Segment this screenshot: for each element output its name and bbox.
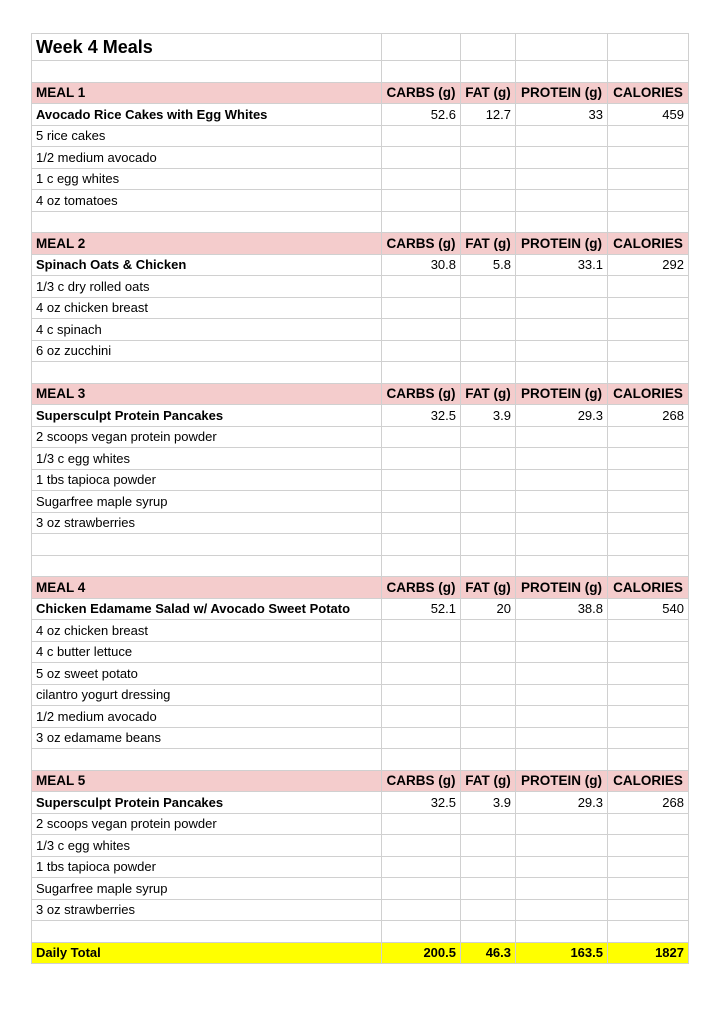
- meal-row: [32, 104, 689, 126]
- empty-cell[interactable]: [382, 921, 461, 943]
- empty-cell[interactable]: [461, 706, 516, 728]
- meal-carbs-value[interactable]: 32.5: [382, 792, 461, 814]
- column-header-calories[interactable]: CALORIES: [608, 82, 689, 104]
- meal-carbs-value[interactable]: 52.6: [382, 104, 461, 126]
- ingredient[interactable]: 4 oz tomatoes: [32, 190, 382, 212]
- empty-cell[interactable]: [382, 61, 461, 83]
- empty-cell[interactable]: [516, 469, 608, 491]
- meal-plan-sheet: [31, 33, 689, 964]
- empty-cell[interactable]: [382, 663, 461, 685]
- empty-cell[interactable]: [608, 706, 689, 728]
- empty-cell[interactable]: [516, 663, 608, 685]
- empty-cell[interactable]: [461, 534, 516, 556]
- empty-cell[interactable]: [461, 684, 516, 706]
- empty-cell[interactable]: [461, 147, 516, 169]
- daily-total-protein[interactable]: 163.5: [516, 942, 608, 964]
- daily-total-carbs[interactable]: 200.5: [382, 942, 461, 964]
- sheet-body: [32, 34, 689, 964]
- empty-cell[interactable]: [382, 706, 461, 728]
- column-header-calories[interactable]: CALORIES: [608, 770, 689, 792]
- ingredient-row: [32, 878, 689, 900]
- meal-carbs-value[interactable]: 32.5: [382, 405, 461, 427]
- empty-cell[interactable]: [516, 555, 608, 577]
- column-header-carbs[interactable]: CARBS (g): [382, 82, 461, 104]
- ingredient[interactable]: 1 c egg whites: [32, 168, 382, 190]
- meal-label[interactable]: MEAL 5: [32, 770, 382, 792]
- empty-cell[interactable]: [516, 856, 608, 878]
- empty-cell[interactable]: [608, 512, 689, 534]
- empty-cell[interactable]: [516, 448, 608, 470]
- column-header-fat[interactable]: FAT (g): [461, 82, 516, 104]
- meal-label[interactable]: MEAL 4: [32, 577, 382, 599]
- empty-row: [32, 555, 689, 577]
- empty-cell[interactable]: [32, 749, 382, 771]
- empty-cell[interactable]: [461, 61, 516, 83]
- empty-cell[interactable]: [608, 168, 689, 190]
- empty-cell[interactable]: [461, 276, 516, 298]
- empty-cell[interactable]: [382, 448, 461, 470]
- empty-row: [32, 749, 689, 771]
- meal-name[interactable]: Supersculpt Protein Pancakes: [32, 792, 382, 814]
- empty-cell[interactable]: [382, 684, 461, 706]
- empty-cell[interactable]: [516, 727, 608, 749]
- empty-cell[interactable]: [461, 297, 516, 319]
- empty-cell[interactable]: [516, 125, 608, 147]
- meal-fat-value[interactable]: 12.7: [461, 104, 516, 126]
- meal-calories-value[interactable]: 540: [608, 598, 689, 620]
- empty-cell[interactable]: [461, 835, 516, 857]
- empty-cell[interactable]: [608, 727, 689, 749]
- empty-cell[interactable]: [516, 168, 608, 190]
- daily-total-calories[interactable]: 1827: [608, 942, 689, 964]
- daily-total-label[interactable]: Daily Total: [32, 942, 382, 964]
- meal-row: [32, 792, 689, 814]
- meal-header-row: [32, 577, 689, 599]
- meal-fat-value[interactable]: 20: [461, 598, 516, 620]
- empty-cell[interactable]: [461, 168, 516, 190]
- ingredient-row: [32, 319, 689, 341]
- meal-name[interactable]: Spinach Oats & Chicken: [32, 254, 382, 276]
- ingredient[interactable]: 1/2 medium avocado: [32, 147, 382, 169]
- ingredient-row: [32, 448, 689, 470]
- empty-cell[interactable]: [608, 878, 689, 900]
- empty-cell[interactable]: [461, 663, 516, 685]
- empty-cell[interactable]: [382, 534, 461, 556]
- empty-cell[interactable]: [461, 469, 516, 491]
- empty-cell[interactable]: [608, 426, 689, 448]
- meal-protein-value[interactable]: 33.1: [516, 254, 608, 276]
- empty-row: [32, 921, 689, 943]
- empty-cell[interactable]: [461, 620, 516, 642]
- ingredient-row: [32, 426, 689, 448]
- ingredient[interactable]: 1/3 c dry rolled oats: [32, 276, 382, 298]
- empty-cell[interactable]: [461, 340, 516, 362]
- empty-row: [32, 211, 689, 233]
- empty-cell[interactable]: [461, 921, 516, 943]
- empty-cell[interactable]: [382, 34, 461, 61]
- empty-cell[interactable]: [608, 491, 689, 513]
- empty-cell[interactable]: [516, 813, 608, 835]
- empty-cell[interactable]: [461, 878, 516, 900]
- empty-cell[interactable]: [382, 491, 461, 513]
- empty-cell[interactable]: [382, 813, 461, 835]
- empty-cell[interactable]: [461, 426, 516, 448]
- meal-carbs-value[interactable]: 30.8: [382, 254, 461, 276]
- empty-cell[interactable]: [382, 469, 461, 491]
- empty-cell[interactable]: [608, 147, 689, 169]
- ingredient[interactable]: 3 oz edamame beans: [32, 727, 382, 749]
- meal-protein-value[interactable]: 33: [516, 104, 608, 126]
- meal-fat-value[interactable]: 3.9: [461, 405, 516, 427]
- ingredient[interactable]: 1 tbs tapioca powder: [32, 856, 382, 878]
- column-header-carbs[interactable]: CARBS (g): [382, 770, 461, 792]
- empty-cell[interactable]: [608, 663, 689, 685]
- empty-cell[interactable]: [608, 684, 689, 706]
- meal-header-row: [32, 383, 689, 405]
- empty-cell[interactable]: [382, 190, 461, 212]
- meal-row: [32, 598, 689, 620]
- empty-cell[interactable]: [608, 362, 689, 384]
- empty-cell[interactable]: [608, 211, 689, 233]
- empty-cell[interactable]: [382, 899, 461, 921]
- empty-cell[interactable]: [608, 813, 689, 835]
- ingredient-row: [32, 340, 689, 362]
- empty-cell[interactable]: [516, 899, 608, 921]
- ingredient[interactable]: 2 scoops vegan protein powder: [32, 426, 382, 448]
- empty-cell[interactable]: [461, 813, 516, 835]
- column-header-calories[interactable]: CALORIES: [608, 577, 689, 599]
- empty-cell[interactable]: [608, 61, 689, 83]
- column-header-protein[interactable]: PROTEIN (g): [516, 383, 608, 405]
- column-header-fat[interactable]: FAT (g): [461, 383, 516, 405]
- empty-cell[interactable]: [461, 125, 516, 147]
- ingredient-row: [32, 641, 689, 663]
- ingredient-row: [32, 620, 689, 642]
- empty-cell[interactable]: [516, 297, 608, 319]
- empty-cell[interactable]: [382, 147, 461, 169]
- empty-cell[interactable]: [461, 319, 516, 341]
- meal-label[interactable]: MEAL 2: [32, 233, 382, 255]
- empty-cell[interactable]: [608, 448, 689, 470]
- empty-cell[interactable]: [461, 749, 516, 771]
- meal-header-row: [32, 82, 689, 104]
- ingredient-row: [32, 835, 689, 857]
- ingredient[interactable]: 5 rice cakes: [32, 125, 382, 147]
- empty-cell[interactable]: [608, 620, 689, 642]
- column-header-protein[interactable]: PROTEIN (g): [516, 233, 608, 255]
- empty-cell[interactable]: [516, 276, 608, 298]
- empty-cell[interactable]: [608, 749, 689, 771]
- ingredient-row: [32, 813, 689, 835]
- empty-cell[interactable]: [608, 835, 689, 857]
- empty-cell[interactable]: [516, 491, 608, 513]
- empty-cell[interactable]: [608, 319, 689, 341]
- ingredient-row: [32, 856, 689, 878]
- ingredient-row: [32, 125, 689, 147]
- empty-cell[interactable]: [382, 168, 461, 190]
- empty-cell[interactable]: [461, 641, 516, 663]
- ingredient-row: [32, 276, 689, 298]
- empty-cell[interactable]: [516, 211, 608, 233]
- column-header-carbs[interactable]: CARBS (g): [382, 383, 461, 405]
- empty-cell[interactable]: [382, 362, 461, 384]
- empty-cell[interactable]: [382, 727, 461, 749]
- column-header-fat[interactable]: FAT (g): [461, 233, 516, 255]
- sheet-title[interactable]: Week 4 Meals: [32, 34, 382, 61]
- empty-cell[interactable]: [32, 534, 382, 556]
- empty-cell[interactable]: [461, 512, 516, 534]
- ingredient[interactable]: 4 oz chicken breast: [32, 620, 382, 642]
- ingredient-row: [32, 663, 689, 685]
- empty-cell[interactable]: [461, 34, 516, 61]
- ingredient[interactable]: 6 oz zucchini: [32, 340, 382, 362]
- empty-cell[interactable]: [516, 426, 608, 448]
- ingredient[interactable]: 1 tbs tapioca powder: [32, 469, 382, 491]
- empty-cell[interactable]: [516, 34, 608, 61]
- empty-cell[interactable]: [461, 362, 516, 384]
- empty-cell[interactable]: [382, 426, 461, 448]
- meal-protein-value[interactable]: 29.3: [516, 405, 608, 427]
- ingredient-row: [32, 491, 689, 513]
- empty-cell[interactable]: [608, 555, 689, 577]
- meal-label[interactable]: MEAL 1: [32, 82, 382, 104]
- meal-header-row: [32, 770, 689, 792]
- empty-cell[interactable]: [382, 125, 461, 147]
- meal-label[interactable]: MEAL 3: [32, 383, 382, 405]
- ingredient-row: [32, 727, 689, 749]
- empty-cell[interactable]: [382, 878, 461, 900]
- empty-cell[interactable]: [516, 835, 608, 857]
- empty-cell[interactable]: [608, 469, 689, 491]
- empty-cell[interactable]: [608, 125, 689, 147]
- empty-cell[interactable]: [32, 555, 382, 577]
- empty-cell[interactable]: [608, 190, 689, 212]
- empty-cell[interactable]: [516, 147, 608, 169]
- empty-cell[interactable]: [516, 340, 608, 362]
- empty-cell[interactable]: [382, 620, 461, 642]
- ingredient[interactable]: 3 oz strawberries: [32, 899, 382, 921]
- empty-row: [32, 61, 689, 83]
- meal-calories-value[interactable]: 268: [608, 405, 689, 427]
- column-header-fat[interactable]: FAT (g): [461, 770, 516, 792]
- meal-name[interactable]: Avocado Rice Cakes with Egg Whites: [32, 104, 382, 126]
- ingredient-row: [32, 684, 689, 706]
- empty-cell[interactable]: [461, 899, 516, 921]
- empty-cell[interactable]: [461, 448, 516, 470]
- ingredient-row: [32, 512, 689, 534]
- ingredient[interactable]: 4 c spinach: [32, 319, 382, 341]
- empty-cell[interactable]: [32, 921, 382, 943]
- empty-cell[interactable]: [382, 276, 461, 298]
- column-header-carbs[interactable]: CARBS (g): [382, 233, 461, 255]
- empty-cell[interactable]: [382, 211, 461, 233]
- empty-cell[interactable]: [461, 190, 516, 212]
- empty-cell[interactable]: [516, 534, 608, 556]
- empty-cell[interactable]: [382, 749, 461, 771]
- empty-cell[interactable]: [608, 641, 689, 663]
- empty-cell[interactable]: [32, 362, 382, 384]
- empty-cell[interactable]: [608, 276, 689, 298]
- meal-row: [32, 254, 689, 276]
- empty-cell[interactable]: [461, 491, 516, 513]
- empty-cell[interactable]: [461, 211, 516, 233]
- empty-cell[interactable]: [516, 878, 608, 900]
- column-header-protein[interactable]: PROTEIN (g): [516, 770, 608, 792]
- empty-cell[interactable]: [382, 297, 461, 319]
- ingredient[interactable]: 4 c butter lettuce: [32, 641, 382, 663]
- empty-cell[interactable]: [608, 297, 689, 319]
- empty-cell[interactable]: [516, 620, 608, 642]
- ingredient-row: [32, 899, 689, 921]
- meal-name[interactable]: Chicken Edamame Salad w/ Avocado Sweet Potato: [32, 598, 382, 620]
- meal-calories-value[interactable]: 268: [608, 792, 689, 814]
- empty-cell[interactable]: [461, 856, 516, 878]
- empty-cell[interactable]: [608, 899, 689, 921]
- empty-cell[interactable]: [516, 706, 608, 728]
- empty-cell[interactable]: [32, 211, 382, 233]
- ingredient-row: [32, 706, 689, 728]
- column-header-protein[interactable]: PROTEIN (g): [516, 82, 608, 104]
- empty-row: [32, 362, 689, 384]
- ingredient[interactable]: 1/2 medium avocado: [32, 706, 382, 728]
- column-header-carbs[interactable]: CARBS (g): [382, 577, 461, 599]
- meal-calories-value[interactable]: 292: [608, 254, 689, 276]
- empty-row: [32, 534, 689, 556]
- empty-cell[interactable]: [516, 362, 608, 384]
- column-header-protein[interactable]: PROTEIN (g): [516, 577, 608, 599]
- empty-cell[interactable]: [382, 555, 461, 577]
- ingredient-row: [32, 147, 689, 169]
- daily-total-fat[interactable]: 46.3: [461, 942, 516, 964]
- meal-name[interactable]: Supersculpt Protein Pancakes: [32, 405, 382, 427]
- empty-cell[interactable]: [608, 921, 689, 943]
- column-header-calories[interactable]: CALORIES: [608, 233, 689, 255]
- empty-cell[interactable]: [382, 319, 461, 341]
- ingredient[interactable]: 1/3 c egg whites: [32, 448, 382, 470]
- empty-cell[interactable]: [516, 319, 608, 341]
- ingredient[interactable]: Sugarfree maple syrup: [32, 878, 382, 900]
- ingredient[interactable]: 5 oz sweet potato: [32, 663, 382, 685]
- meal-protein-value[interactable]: 38.8: [516, 598, 608, 620]
- ingredient[interactable]: 3 oz strawberries: [32, 512, 382, 534]
- empty-cell[interactable]: [32, 61, 382, 83]
- empty-cell[interactable]: [461, 727, 516, 749]
- meal-calories-value[interactable]: 459: [608, 104, 689, 126]
- ingredient-row: [32, 297, 689, 319]
- empty-cell[interactable]: [382, 641, 461, 663]
- meal-row: [32, 405, 689, 427]
- empty-cell[interactable]: [516, 512, 608, 534]
- daily-total-row: [32, 942, 689, 964]
- ingredient[interactable]: 4 oz chicken breast: [32, 297, 382, 319]
- meal-fat-value[interactable]: 3.9: [461, 792, 516, 814]
- empty-cell[interactable]: [382, 512, 461, 534]
- empty-cell[interactable]: [382, 856, 461, 878]
- meal-fat-value[interactable]: 5.8: [461, 254, 516, 276]
- empty-cell[interactable]: [382, 340, 461, 362]
- empty-cell[interactable]: [608, 856, 689, 878]
- ingredient[interactable]: 1/3 c egg whites: [32, 835, 382, 857]
- ingredient-row: [32, 168, 689, 190]
- meal-protein-value[interactable]: 29.3: [516, 792, 608, 814]
- ingredient[interactable]: 2 scoops vegan protein powder: [32, 813, 382, 835]
- empty-cell[interactable]: [608, 534, 689, 556]
- meal-carbs-value[interactable]: 52.1: [382, 598, 461, 620]
- empty-cell[interactable]: [516, 641, 608, 663]
- ingredient-row: [32, 469, 689, 491]
- empty-cell[interactable]: [516, 684, 608, 706]
- empty-cell[interactable]: [608, 340, 689, 362]
- ingredient[interactable]: Sugarfree maple syrup: [32, 491, 382, 513]
- meal-header-row: [32, 233, 689, 255]
- column-header-fat[interactable]: FAT (g): [461, 577, 516, 599]
- column-header-calories[interactable]: CALORIES: [608, 383, 689, 405]
- empty-cell[interactable]: [516, 190, 608, 212]
- empty-cell[interactable]: [516, 749, 608, 771]
- empty-cell[interactable]: [461, 555, 516, 577]
- title-row: [32, 34, 689, 61]
- empty-cell[interactable]: [516, 61, 608, 83]
- ingredient-row: [32, 190, 689, 212]
- empty-cell[interactable]: [608, 34, 689, 61]
- empty-cell[interactable]: [382, 835, 461, 857]
- ingredient[interactable]: cilantro yogurt dressing: [32, 684, 382, 706]
- empty-cell[interactable]: [516, 921, 608, 943]
